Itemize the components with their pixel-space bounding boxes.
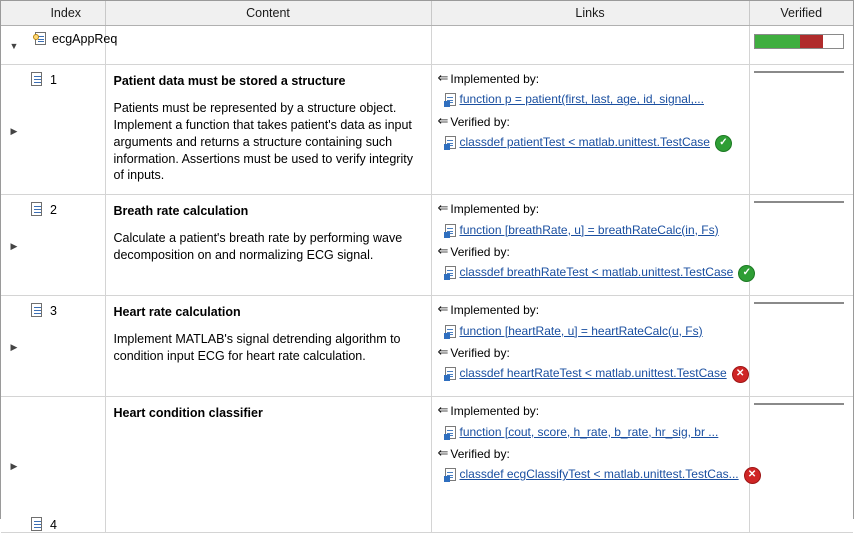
requirement-index: 3 bbox=[50, 303, 57, 318]
implemented-by-label bbox=[438, 403, 743, 420]
root-verified-cell bbox=[749, 26, 853, 65]
row-expand-toggle[interactable] bbox=[1, 296, 27, 397]
verified-cell bbox=[749, 195, 853, 296]
implemented-by-label bbox=[438, 201, 743, 218]
code-file-icon bbox=[444, 468, 457, 482]
root-expand-toggle[interactable] bbox=[1, 26, 27, 65]
left-arrow-icon: ⇐ bbox=[437, 301, 449, 317]
requirement-index: 4 bbox=[50, 517, 57, 532]
test-pass-icon: ✓ bbox=[715, 135, 732, 152]
content-cell[interactable] bbox=[105, 65, 431, 195]
code-file-icon bbox=[444, 426, 457, 440]
left-arrow-icon: ⇐ bbox=[437, 444, 449, 460]
row-expand-toggle[interactable] bbox=[1, 397, 27, 533]
requirement-icon bbox=[31, 517, 44, 532]
left-arrow-icon: ⇐ bbox=[437, 402, 449, 418]
table-row[interactable] bbox=[1, 397, 853, 533]
requirement-icon bbox=[31, 72, 44, 87]
implementation-link-row[interactable] bbox=[444, 91, 743, 107]
verification-link-row[interactable] bbox=[444, 134, 743, 151]
verified-cell bbox=[749, 65, 853, 195]
verification-link[interactable]: classdef patientTest < matlab.unittest.TestCase bbox=[459, 134, 710, 149]
verified-cell bbox=[749, 296, 853, 397]
requirements-table bbox=[1, 1, 853, 533]
verified-by-label bbox=[438, 244, 743, 261]
content-cell[interactable] bbox=[105, 296, 431, 397]
implementation-link[interactable]: function p = patient(first, last, age, id, signal,... bbox=[459, 92, 704, 107]
column-header-index[interactable]: Index bbox=[27, 1, 105, 26]
left-arrow-icon: ⇐ bbox=[437, 343, 449, 359]
chevron-right-icon[interactable] bbox=[8, 242, 20, 251]
implementation-link-row[interactable] bbox=[444, 424, 743, 440]
left-arrow-icon: ⇐ bbox=[437, 70, 449, 85]
requirement-title: Heart condition classifier bbox=[113, 406, 263, 421]
requirement-title: Breath rate calculation bbox=[113, 204, 249, 219]
root-index-cell bbox=[27, 26, 118, 65]
implementation-link[interactable]: function [breathRate, u] = breathRateCalc(in, Fs) bbox=[459, 222, 719, 237]
implemented-by-text: Implemented by: bbox=[450, 72, 540, 86]
verification-link[interactable]: classdef heartRateTest < matlab.unittest.TestCase bbox=[459, 366, 727, 381]
row-expand-toggle[interactable] bbox=[1, 65, 27, 195]
code-file-icon bbox=[444, 136, 457, 150]
table-row[interactable] bbox=[1, 195, 853, 296]
requirement-index: 1 bbox=[50, 72, 57, 87]
column-header-expander bbox=[1, 1, 27, 26]
implementation-link-row[interactable] bbox=[444, 222, 743, 238]
verified-by-text: Verified by: bbox=[450, 244, 510, 259]
links-cell bbox=[431, 195, 749, 296]
requirement-set-icon bbox=[33, 32, 48, 46]
index-cell bbox=[27, 195, 105, 296]
verification-link[interactable]: classdef ecgClassifyTest < matlab.unittest.TestCas... bbox=[459, 467, 739, 482]
column-header-content[interactable]: Content bbox=[105, 1, 431, 26]
code-file-icon bbox=[444, 93, 457, 107]
requirement-icon bbox=[31, 202, 44, 217]
index-cell bbox=[27, 65, 105, 195]
code-file-icon bbox=[444, 367, 457, 381]
requirement-title: Heart rate calculation bbox=[113, 305, 241, 320]
row-expand-toggle[interactable] bbox=[1, 195, 27, 296]
test-fail-icon: ✕ bbox=[732, 366, 749, 383]
requirement-index: 2 bbox=[50, 202, 57, 217]
implementation-link[interactable]: function [cout, score, h_rate, b_rate, hr_sig, br ... bbox=[459, 424, 719, 439]
test-fail-icon: ✕ bbox=[744, 467, 761, 484]
requirement-body: Implement MATLAB's signal detrending algorithm to condition input ECG for heart rate calculation. bbox=[113, 332, 401, 363]
requirement-body: Patients must be represented by a structure object. Implement a function that takes patient's data as input arguments and returns a structure containing such information. Assertions must be used to verify integrity of inputs. bbox=[113, 100, 413, 183]
root-label: ecgAppReq bbox=[52, 32, 118, 46]
verified-by-label bbox=[438, 446, 743, 463]
table-row-root[interactable] bbox=[1, 26, 853, 65]
chevron-right-icon[interactable] bbox=[8, 127, 20, 136]
verified-by-text: Verified by: bbox=[450, 114, 510, 129]
verified-status-bar bbox=[754, 201, 844, 203]
implemented-by-text: Implemented by: bbox=[450, 303, 540, 318]
verified-status-bar bbox=[754, 403, 844, 405]
verified-status-bar bbox=[754, 302, 844, 304]
chevron-right-icon[interactable] bbox=[8, 343, 20, 352]
column-header-verified[interactable]: Verified bbox=[749, 1, 853, 26]
table-body bbox=[1, 26, 853, 533]
links-cell bbox=[431, 65, 749, 195]
requirement-title: Patient data must be stored a structure bbox=[113, 74, 346, 88]
table-row[interactable] bbox=[1, 296, 853, 397]
implementation-link-row[interactable] bbox=[444, 323, 743, 339]
code-file-icon bbox=[444, 266, 457, 280]
verification-link-row[interactable] bbox=[444, 365, 743, 382]
root-links-cell bbox=[431, 26, 749, 65]
implemented-by-text: Implemented by: bbox=[450, 404, 540, 419]
links-cell bbox=[431, 397, 757, 533]
content-cell[interactable] bbox=[105, 397, 431, 533]
table-header bbox=[1, 1, 853, 26]
content-cell[interactable] bbox=[105, 195, 431, 296]
chevron-down-icon[interactable] bbox=[8, 42, 20, 51]
chevron-right-icon[interactable] bbox=[8, 462, 20, 471]
index-cell bbox=[27, 397, 105, 533]
column-header-links[interactable]: Links bbox=[431, 1, 749, 26]
verified-by-text: Verified by: bbox=[450, 345, 510, 360]
index-cell bbox=[27, 296, 105, 397]
requirement-body: Calculate a patient's breath rate by performing wave decomposition on and normalizing ECG signal. bbox=[113, 231, 403, 262]
verification-link-row[interactable] bbox=[444, 264, 751, 281]
root-content-cell bbox=[105, 26, 431, 65]
code-file-icon bbox=[444, 325, 457, 339]
links-cell bbox=[431, 296, 749, 397]
left-arrow-icon: ⇐ bbox=[437, 200, 449, 216]
table-row[interactable] bbox=[1, 65, 853, 195]
implemented-by-label bbox=[438, 71, 743, 88]
verified-cell bbox=[749, 397, 853, 533]
verified-status-bar-root bbox=[754, 34, 844, 49]
left-arrow-icon: ⇐ bbox=[437, 242, 449, 258]
verified-by-label bbox=[438, 345, 743, 362]
implemented-by-label bbox=[438, 302, 743, 319]
left-arrow-icon: ⇐ bbox=[437, 112, 449, 128]
requirement-icon bbox=[31, 303, 44, 318]
implemented-by-text: Implemented by: bbox=[450, 202, 540, 217]
code-file-icon bbox=[444, 224, 457, 238]
verification-link-row[interactable] bbox=[444, 466, 757, 483]
verified-status-bar bbox=[754, 71, 844, 73]
test-pass-icon: ✓ bbox=[738, 265, 755, 282]
verification-link[interactable]: classdef breathRateTest < matlab.unittest.TestCase bbox=[459, 265, 734, 280]
verified-by-label bbox=[438, 114, 743, 131]
implementation-link[interactable]: function [heartRate, u] = heartRateCalc(u, Fs) bbox=[459, 323, 703, 338]
verified-by-text: Verified by: bbox=[450, 446, 510, 461]
